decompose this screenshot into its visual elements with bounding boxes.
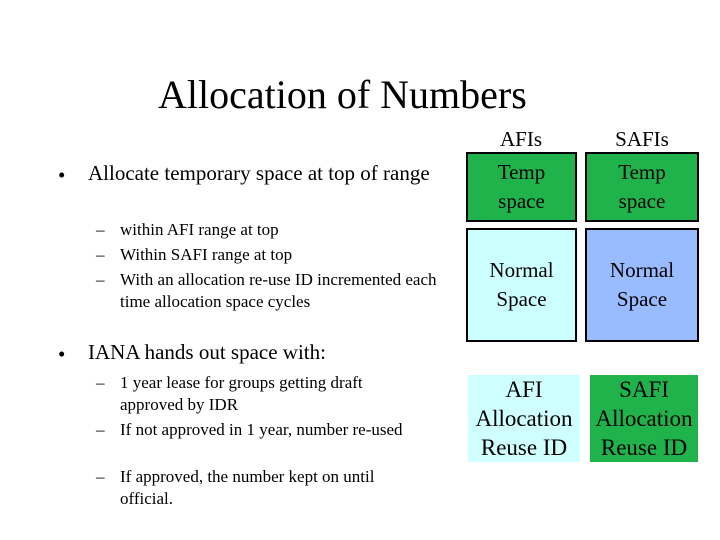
- safi-normal-space-box: [585, 228, 699, 342]
- bullet-dot: •: [58, 163, 66, 187]
- bullet-2-sub-3: If approved, the number kept on until official.: [120, 467, 375, 508]
- sub-dash: –: [96, 373, 105, 392]
- afi-temp-space-label: Temp space: [497, 160, 546, 213]
- sub-dash: –: [96, 245, 105, 264]
- safi-allocation-reuse-id: SAFI Allocation Reuse ID: [590, 375, 698, 462]
- afi-allocation-reuse-id: AFI Allocation Reuse ID: [468, 375, 580, 462]
- bullet-dot: •: [58, 342, 66, 366]
- bullet-1-sub-1: within AFI range at top: [120, 220, 279, 239]
- sub-dash: –: [96, 220, 105, 239]
- safi-temp-space-box: [585, 152, 699, 222]
- bullet-1-text: Allocate temporary space at top of range: [88, 161, 430, 185]
- column-header-safis: SAFIs: [615, 127, 669, 151]
- sub-dash: –: [96, 270, 105, 289]
- bullet-1-sub-3: With an allocation re-use ID incremented each time allocation space cycles: [120, 270, 437, 311]
- afi-temp-space-box: [466, 152, 577, 222]
- safi-temp-space-label: Temp space: [618, 160, 666, 213]
- sub-dash: –: [96, 467, 105, 486]
- bullet-2-text: IANA hands out space with:: [88, 340, 326, 364]
- slide-title: Allocation of Numbers: [158, 72, 527, 117]
- afi-normal-space-box: [466, 228, 577, 342]
- bullet-2-sub-2: If not approved in 1 year, number re-used: [120, 420, 403, 439]
- column-header-afis: AFIs: [499, 127, 542, 151]
- bullet-1-sub-2: Within SAFI range at top: [120, 245, 293, 264]
- afi-normal-space-label: Normal Space: [489, 258, 554, 311]
- bullet-2-sub-1: 1 year lease for groups getting draft approved by IDR: [120, 373, 363, 414]
- sub-dash: –: [96, 420, 105, 439]
- safi-normal-space-label: Normal Space: [609, 258, 675, 311]
